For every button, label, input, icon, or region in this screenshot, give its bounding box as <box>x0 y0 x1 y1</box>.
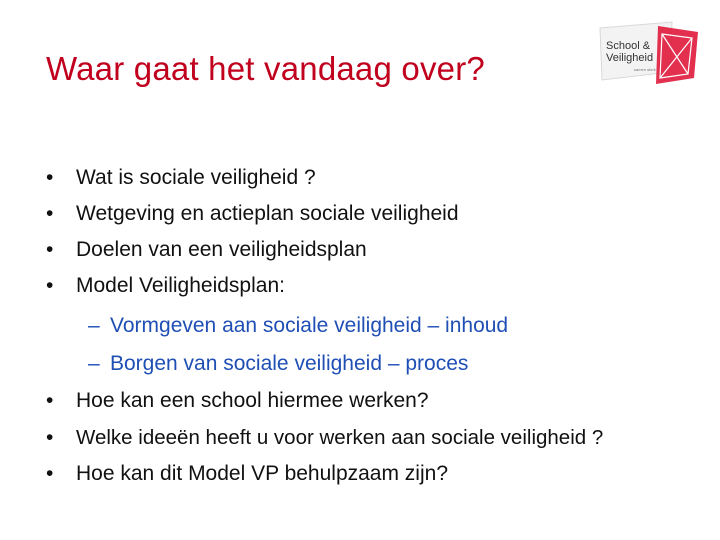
logo-text-line3: samen sterk <box>634 67 656 72</box>
list-item-text: Doelen van een veiligheidsplan <box>76 238 367 261</box>
list-item-text: Welke ideeën heeft u voor werken aan sociale veiligheid ? <box>76 426 604 449</box>
sub-list-item-text: Borgen van sociale veiligheid – proces <box>110 352 469 375</box>
bullet-icon: • <box>46 238 54 261</box>
list-item-text: Hoe kan dit Model VP behulpzaam zijn? <box>76 462 449 485</box>
dash-icon: – <box>88 352 100 375</box>
sub-list-item-text: Vormgeven aan sociale veiligheid – inhoud <box>110 314 509 337</box>
bullet-icon: • <box>46 389 54 412</box>
bullet-icon: • <box>46 202 54 225</box>
bullet-icon: • <box>46 274 54 297</box>
dash-icon: – <box>88 314 100 337</box>
bullet-icon: • <box>46 166 54 189</box>
bullet-icon: • <box>46 462 54 485</box>
logo-text-line1: School & <box>606 40 651 52</box>
list-item-text: Model Veiligheidsplan: <box>76 274 285 297</box>
slide-title: Waar gaat het vandaag over? <box>46 50 485 87</box>
list-item-text: Wat is sociale veiligheid ? <box>76 166 316 189</box>
logo-text-line2: Veiligheid <box>606 52 654 64</box>
bullet-icon: • <box>46 426 54 449</box>
list-item-text: Wetgeving en actieplan sociale veiligheid <box>76 202 459 225</box>
school-veiligheid-logo <box>598 20 702 96</box>
list-item-text: Hoe kan een school hiermee werken? <box>76 389 429 412</box>
